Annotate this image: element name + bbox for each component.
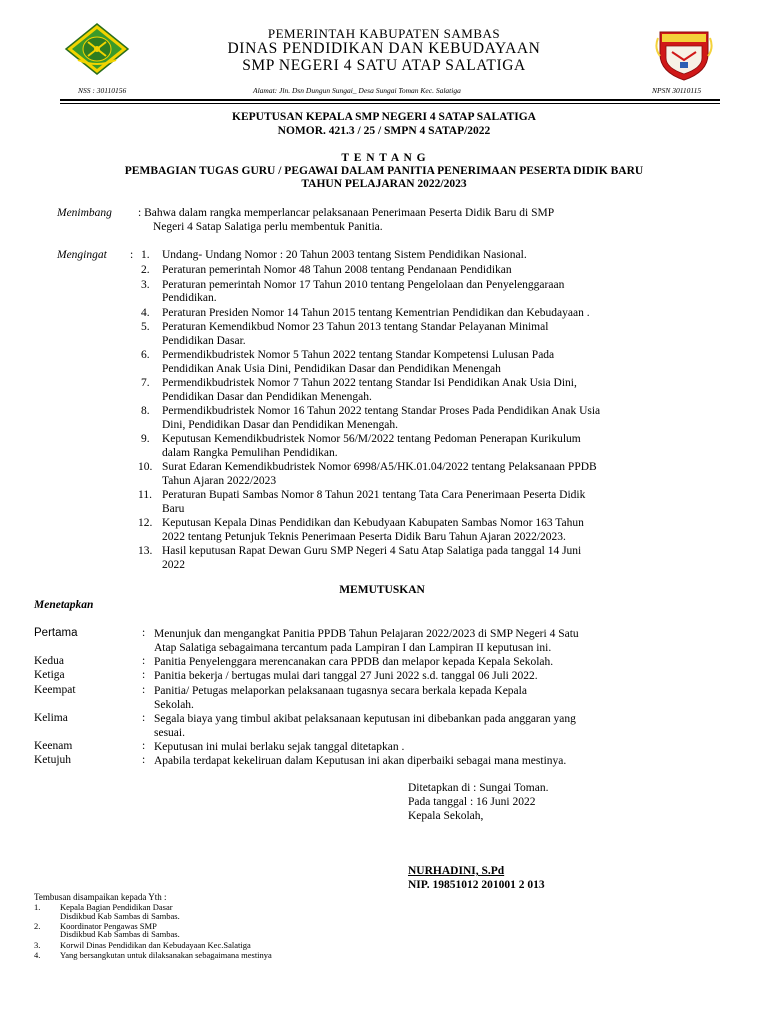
mengingat-item-text: Surat Edaran Kemendikbudristek Nomor 6998/A5/HK.01.04/2022 tentang Pelaksanaan PPDB: [162, 461, 597, 474]
mengingat-item-number: 4.: [141, 306, 150, 319]
tembusan-item-number: 1.: [34, 902, 41, 912]
decision-colon: :: [142, 712, 146, 724]
mengingat-item-text: Pendidikan Dasar.: [162, 334, 246, 347]
mengingat-item-number: 13.: [138, 545, 153, 558]
decision-text: Panitia bekerja / bertugas mulai dari tanggal 27 Juni 2022 s.d. tanggal 06 Juli 2022.: [154, 670, 538, 682]
mengingat-item-number: 5.: [141, 321, 150, 334]
signature-date: Pada tanggal : 16 Juni 2022: [408, 796, 536, 808]
decision-colon: :: [142, 627, 146, 639]
letterhead-rule-thick: [60, 99, 720, 101]
decree-number: NOMOR. 421.3 / 25 / SMPN 4 SATAP/2022: [277, 125, 491, 137]
mengingat-item-text: Pendidikan Anak Usia Dini, Pendidikan Dasar dan Pendidikan Menengah: [162, 362, 501, 375]
signature-name: NURHADINI, S.Pd: [408, 865, 505, 877]
letterhead-department: DINAS PENDIDIKAN DAN KEBUDAYAAN: [227, 40, 541, 57]
mengingat-item-text: Pendidikan.: [162, 291, 217, 304]
signature-position: Kepala Sekolah,: [408, 810, 484, 822]
mengingat-item-text: Keputusan Kepala Dinas Pendidikan dan Kebudyaan Kabupaten Sambas Nomor 163 Tahun: [162, 517, 584, 530]
decision-label: Ketiga: [34, 669, 65, 681]
menimbang-line-1: : Bahwa dalam rangka memperlancar pelaksanaan Penerimaan Peserta Didik Baru di SMP: [138, 207, 555, 219]
menimbang-label: Menimbang: [57, 207, 112, 219]
tembusan-item-number: 2.: [34, 920, 41, 931]
mengingat-item-number: 9.: [141, 433, 150, 446]
mengingat-item-text: Hasil keputusan Rapat Dewan Guru SMP Negeri 4 Satu Atap Salatiga pada tanggal 14 Juni: [162, 545, 582, 558]
decision-text: Panitia Penyelenggara merencanakan cara PPDB dan melapor kepada Kepala Sekolah.: [154, 656, 554, 668]
decision-colon: :: [142, 740, 146, 752]
mengingat-item-text: Tahun Ajaran 2022/2023: [162, 474, 277, 487]
signature-nip: NIP. 19851012 201001 2 013: [408, 879, 545, 891]
tembusan-item-text: Disdikbud Kab Sambas di Sambas.: [60, 929, 180, 940]
mengingat-item-number: 3.: [141, 278, 150, 291]
tembusan-item-text: Kepala Bagian Pendidikan Dasar: [60, 902, 173, 912]
letterhead-rule-thin: [60, 103, 720, 104]
menetapkan-label: Menetapkan: [34, 599, 94, 611]
mengingat-label: Mengingat: [57, 249, 107, 261]
mengingat-item-number: 10.: [138, 461, 153, 474]
mengingat-item-text: Keputusan Kemendikbudristek Nomor 56/M/2022 tentang Pedoman Penerapan Kurikulum: [162, 433, 581, 446]
mengingat-item-text: Dini, Pendidikan Dasar dan Pendidikan Menengah.: [162, 418, 399, 431]
mengingat-item-text: 2022: [162, 558, 185, 571]
tembusan-heading: Tembusan disampaikan kepada Yth :: [34, 892, 167, 902]
mengingat-item-text: Baru: [162, 502, 185, 515]
decree-subject: PEMBAGIAN TUGAS GURU / PEGAWAI DALAM PANITIA PENERIMAAN PESERTA DIDIK BARU: [124, 165, 644, 177]
decision-colon: :: [142, 754, 146, 766]
signature-place: Ditetapkan di : Sungai Toman.: [408, 782, 549, 794]
decision-colon: :: [142, 684, 146, 696]
decision-text: Sekolah.: [154, 699, 194, 711]
mengingat-item-text: Peraturan Bupati Sambas Nomor 8 Tahun 2021 tentang Tata Cara Penerimaan Peserta Didik: [162, 489, 586, 502]
letterhead-government: PEMERINTAH KABUPATEN SAMBAS: [267, 26, 501, 41]
mengingat-item-text: Permendikbudristek Nomor 16 Tahun 2022 tentang Standar Proses Pada Pendidikan Anak Usia: [162, 405, 601, 418]
decision-text: Panitia/ Petugas melaporkan pelaksanaan tugasnya secara berkala kepada Kepala: [154, 685, 527, 697]
menimbang-line-2: Negeri 4 Satap Salatiga perlu membentuk Panitia.: [153, 221, 383, 233]
decision-text: Apabila terdapat kekeliruan dalam Keputusan ini akan diperbaiki sebagai mana mestinya.: [154, 755, 567, 767]
decree-subject-year: TAHUN PELAJARAN 2022/2023: [301, 178, 467, 190]
letterhead-school: SMP NEGERI 4 SATU ATAP SALATIGA: [242, 57, 526, 74]
mengingat-item-text: Peraturan Presiden Nomor 14 Tahun 2015 tentang Kementrian Pendidikan dan Kebudayaan .: [162, 306, 590, 319]
mengingat-item-number: 7.: [141, 377, 150, 390]
mengingat-item-text: Permendikbudristek Nomor 5 Tahun 2022 tentang Standar Kompetensi Lulusan Pada: [162, 349, 555, 362]
decision-colon: :: [142, 655, 146, 667]
mengingat-item-text: Undang- Undang Nomor : 20 Tahun 2003 tentang Sistem Pendidikan Nasional.: [162, 249, 527, 261]
mengingat-item-number: 1.: [141, 249, 150, 261]
mengingat-item-number: 12.: [138, 517, 153, 530]
mengingat-item-text: dalam Rangka Pemulihan Pendidikan.: [162, 446, 338, 459]
decision-text: sesuai.: [154, 727, 185, 739]
mengingat-item-number: 11.: [138, 489, 152, 502]
tembusan-item-text: Korwil Dinas Pendidikan dan Kebudayaan Kec.Salatiga: [60, 939, 251, 950]
decree-title: KEPUTUSAN KEPALA SMP NEGERI 4 SATAP SALATIGA: [232, 111, 536, 123]
tembusan-item-text: Yang bersangkutan untuk dilaksanakan sebagaimana mestinya: [60, 949, 272, 960]
mengingat-item-number: 2.: [141, 263, 150, 276]
decision-text: Atap Salatiga sebagaimana tercantum pada Lampiran I dan Lampiran II keputusan ini.: [154, 642, 552, 654]
decision-label: Ketujuh: [34, 754, 72, 766]
mengingat-item-text: Peraturan pemerintah Nomor 17 Tahun 2010 tentang Pengelolaan dan Penyelenggaraan: [162, 278, 565, 291]
decision-label: Kelima: [34, 712, 68, 724]
tembusan-item-text: Koordinator Pengawas SMP: [60, 920, 157, 931]
mengingat-item-text: Peraturan Kemendikbud Nomor 23 Tahun 2013 tentang Standar Pelayanan Minimal: [162, 321, 549, 334]
letterhead-npsn: NPSN 30110115: [652, 86, 702, 95]
mengingat-colon: :: [130, 249, 134, 261]
decision-text: Keputusan ini mulai berlaku sejak tanggal ditetapkan .: [154, 741, 405, 753]
decision-label: Kedua: [34, 655, 65, 667]
letterhead-nss: NSS : 30110156: [78, 86, 127, 95]
tembusan-item-text: Disdikbud Kab Sambas di Sambas.: [60, 910, 180, 921]
memutuskan-heading: MEMUTUSKAN: [339, 584, 425, 596]
decision-text: Segala biaya yang timbul akibat pelaksanaan keputusan ini dibebankan pada anggaran yang: [154, 713, 576, 725]
mengingat-item-text: Pendidikan Dasar dan Pendidikan Menengah.: [162, 390, 372, 403]
mengingat-item-text: Peraturan pemerintah Nomor 48 Tahun 2008 tentang Pendanaan Pendidikan: [162, 263, 512, 276]
mengingat-item-text: 2022 tentang Petunjuk Teknis Penerimaan Peserta Didik Baru Tahun Ajaran 2022/2023.: [162, 530, 566, 543]
tembusan-item-number: 3.: [34, 939, 41, 950]
decision-label: Keempat: [34, 684, 76, 696]
mengingat-item-text: Permendikbudristek Nomor 7 Tahun 2022 tentang Standar Isi Pendidikan Anak Usia Dini,: [162, 377, 577, 390]
decree-tentang: T E N T A N G: [341, 152, 427, 164]
tembusan-item-number: 4.: [34, 949, 41, 960]
mengingat-item-number: 8.: [141, 405, 150, 418]
decision-label: Pertama: [34, 627, 78, 639]
decision-label: Keenam: [34, 740, 73, 752]
mengingat-item-number: 6.: [141, 349, 150, 362]
letterhead-address: Alamat: Jln. Dsn Dungun Sungai_ Desa Sungai Toman Kec. Salatiga: [253, 86, 461, 95]
decision-colon: :: [142, 669, 146, 681]
decision-text: Menunjuk dan mengangkat Panitia PPDB Tahun Pelajaran 2022/2023 di SMP Negeri 4 Satu: [154, 628, 579, 640]
